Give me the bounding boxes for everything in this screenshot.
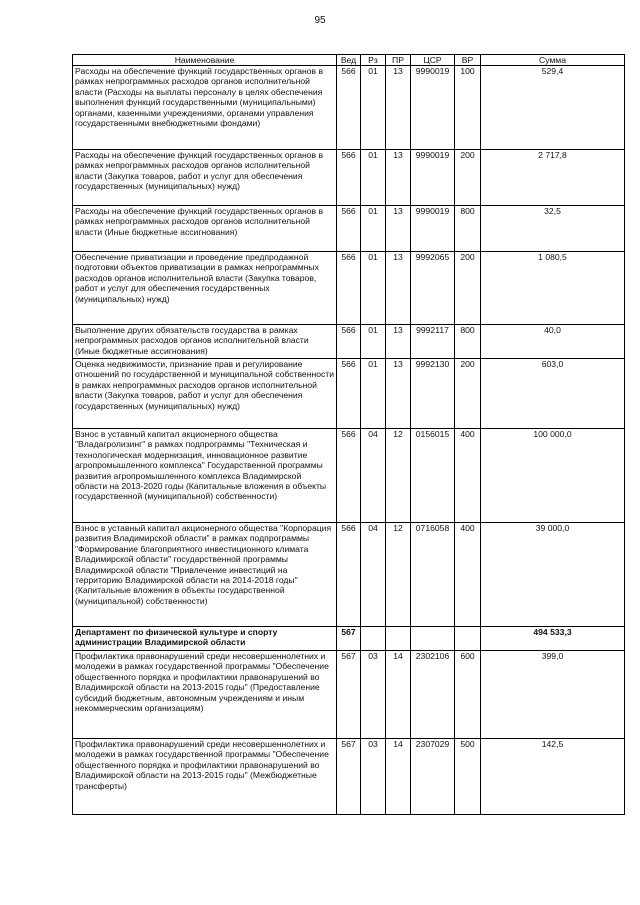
- table-row: [73, 206, 625, 252]
- row-name: Выполнение других обязательств государства в рамках непрограммных расходов органов исполнительной власти (Иные бюджетные ассигнования): [73, 325, 337, 359]
- row-rz: 01: [361, 325, 386, 359]
- row-vr: 800: [455, 325, 481, 359]
- row-name: Обеспечение приватизации и проведение предпродажной подготовки объектов приватизации в рамках непрограммных расходов органов исполнительной власти (Закупка товаров, работ и услуг для обеспечения государственных (муниципальных) нужд): [73, 252, 337, 325]
- row-ved: 567: [337, 739, 361, 815]
- table-row: [73, 523, 625, 627]
- table-row: [73, 429, 625, 523]
- row-pr: 13: [386, 359, 411, 429]
- row-sum: 603,0: [481, 359, 625, 429]
- row-pr: 13: [386, 150, 411, 206]
- row-vr: 200: [455, 150, 481, 206]
- row-csr: 9992117: [411, 325, 455, 359]
- table-row: [73, 325, 625, 359]
- row-ved: 567: [337, 651, 361, 739]
- row-rz: 01: [361, 66, 386, 150]
- row-vr: 200: [455, 252, 481, 325]
- row-ved: 566: [337, 523, 361, 627]
- row-name: Расходы на обеспечение функций государственных органов в рамках непрограммных расходов органов исполнительной власти (Расходы на выплаты персоналу в целях обеспечения выполнения функций государственными (муниципальными) органами, казенными учреждениями, органами управления государственными внебюджетными фондами): [73, 66, 337, 150]
- row-ved: 567: [337, 627, 361, 651]
- row-vr: 200: [455, 359, 481, 429]
- header-ved: Вед: [337, 55, 361, 66]
- row-name: Оценка недвижимости, признание прав и регулирование отношений по государственной и муниципальной собственности в рамках непрограммных расходов органов исполнительной власти (Закупка товаров, работ и услуг для обеспечения государственных (муниципальных) нужд): [73, 359, 337, 429]
- header-sum: Сумма: [481, 55, 625, 66]
- row-rz: 01: [361, 206, 386, 252]
- table-header-row: [73, 55, 625, 66]
- row-rz: 03: [361, 651, 386, 739]
- row-name: Расходы на обеспечение функций государственных органов в рамках непрограммных расходов органов исполнительной власти (Закупка товаров, работ и услуг для обеспечения государственных (муниципальных) нужд): [73, 150, 337, 206]
- row-pr: 13: [386, 325, 411, 359]
- row-csr: 9992130: [411, 359, 455, 429]
- table-row: [73, 66, 625, 150]
- row-sum: 1 080,5: [481, 252, 625, 325]
- row-vr: [455, 627, 481, 651]
- table-row: [73, 359, 625, 429]
- row-name: Взнос в уставный капитал акционерного общества "Корпорация развития Владимирской области" в рамках подпрограммы "Формирование благоприятного инвестиционного климата Владимирской области" государственной программы Владимирской области "Привлечение инвестиций на территорию Владимирской области на 2014-2018 годы" (Капитальные вложения в объекты государственной (муниципальной) собственности): [73, 523, 337, 627]
- row-sum: 529,4: [481, 66, 625, 150]
- row-rz: 04: [361, 429, 386, 523]
- row-ved: 566: [337, 150, 361, 206]
- row-sum: 39 000,0: [481, 523, 625, 627]
- row-vr: 800: [455, 206, 481, 252]
- row-csr: 9992065: [411, 252, 455, 325]
- row-name: Профилактика правонарушений среди несовершеннолетних и молодежи в рамках государственной программы "Обеспечение общественного порядка и профилактики правонарушений во Владимирской области на 2013-2015 годы" (Предоставление субсидий бюджетным, автономным учреждениям и иным некоммерческим организациям): [73, 651, 337, 739]
- row-pr: 14: [386, 739, 411, 815]
- table-row-department: [73, 627, 625, 651]
- row-vr: 500: [455, 739, 481, 815]
- row-rz: 01: [361, 252, 386, 325]
- row-vr: 600: [455, 651, 481, 739]
- row-pr: 12: [386, 523, 411, 627]
- row-pr: [386, 627, 411, 651]
- row-ved: 566: [337, 359, 361, 429]
- row-csr: 2307029: [411, 739, 455, 815]
- row-ved: 566: [337, 429, 361, 523]
- row-sum: 399,0: [481, 651, 625, 739]
- row-pr: 12: [386, 429, 411, 523]
- row-pr: 13: [386, 206, 411, 252]
- row-pr: 14: [386, 651, 411, 739]
- row-rz: 04: [361, 523, 386, 627]
- row-sum: 142,5: [481, 739, 625, 815]
- row-ved: 566: [337, 206, 361, 252]
- row-sum: 100 000,0: [481, 429, 625, 523]
- header-csr: ЦСР: [411, 55, 455, 66]
- row-csr: 0156015: [411, 429, 455, 523]
- row-sum: 32,5: [481, 206, 625, 252]
- row-csr: [411, 627, 455, 651]
- row-pr: 13: [386, 66, 411, 150]
- row-vr: 100: [455, 66, 481, 150]
- row-ved: 566: [337, 325, 361, 359]
- table-row: [73, 252, 625, 325]
- row-sum: 40,0: [481, 325, 625, 359]
- row-ved: 566: [337, 252, 361, 325]
- row-rz: 01: [361, 359, 386, 429]
- row-name: Взнос в уставный капитал акционерного общества "Владагролизинг" в рамках подпрограммы "Техническая и технологическая модернизация, инновационное развитие агропромышленного комплекса" Государственной программы развития агропромышленного комплекса Владимирской области на 2013-2020 годы (Капитальные вложения в объекты государственной (муниципальной) собственности): [73, 429, 337, 523]
- row-pr: 13: [386, 252, 411, 325]
- row-sum: 2 717,8: [481, 150, 625, 206]
- row-name: Расходы на обеспечение функций государственных органов в рамках непрограммных расходов органов исполнительной власти (Иные бюджетные ассигнования): [73, 206, 337, 252]
- row-csr: 9990019: [411, 150, 455, 206]
- budget-table: [72, 54, 625, 815]
- row-rz: 03: [361, 739, 386, 815]
- page-number: 95: [314, 15, 326, 26]
- row-vr: 400: [455, 429, 481, 523]
- row-sum: 494 533,3: [481, 627, 625, 651]
- row-csr: 0716058: [411, 523, 455, 627]
- header-pr: ПР: [386, 55, 411, 66]
- header-vr: ВР: [455, 55, 481, 66]
- row-csr: 2302106: [411, 651, 455, 739]
- table-row: [73, 651, 625, 739]
- row-csr: 9990019: [411, 66, 455, 150]
- row-rz: [361, 627, 386, 651]
- header-name: Наименование: [73, 55, 337, 66]
- row-csr: 9990019: [411, 206, 455, 252]
- header-rz: Рз: [361, 55, 386, 66]
- row-rz: 01: [361, 150, 386, 206]
- row-name: Профилактика правонарушений среди несовершеннолетних и молодежи в рамках государственной программы "Обеспечение общественного порядка и профилактики правонарушений во Владимирской области на 2013-2015 годы" (Межбюджетные трансферты): [73, 739, 337, 815]
- table-row: [73, 739, 625, 815]
- row-vr: 400: [455, 523, 481, 627]
- table-row: [73, 150, 625, 206]
- row-ved: 566: [337, 66, 361, 150]
- row-name: Департамент по физической культуре и спорту администрации Владимирской области: [73, 627, 337, 651]
